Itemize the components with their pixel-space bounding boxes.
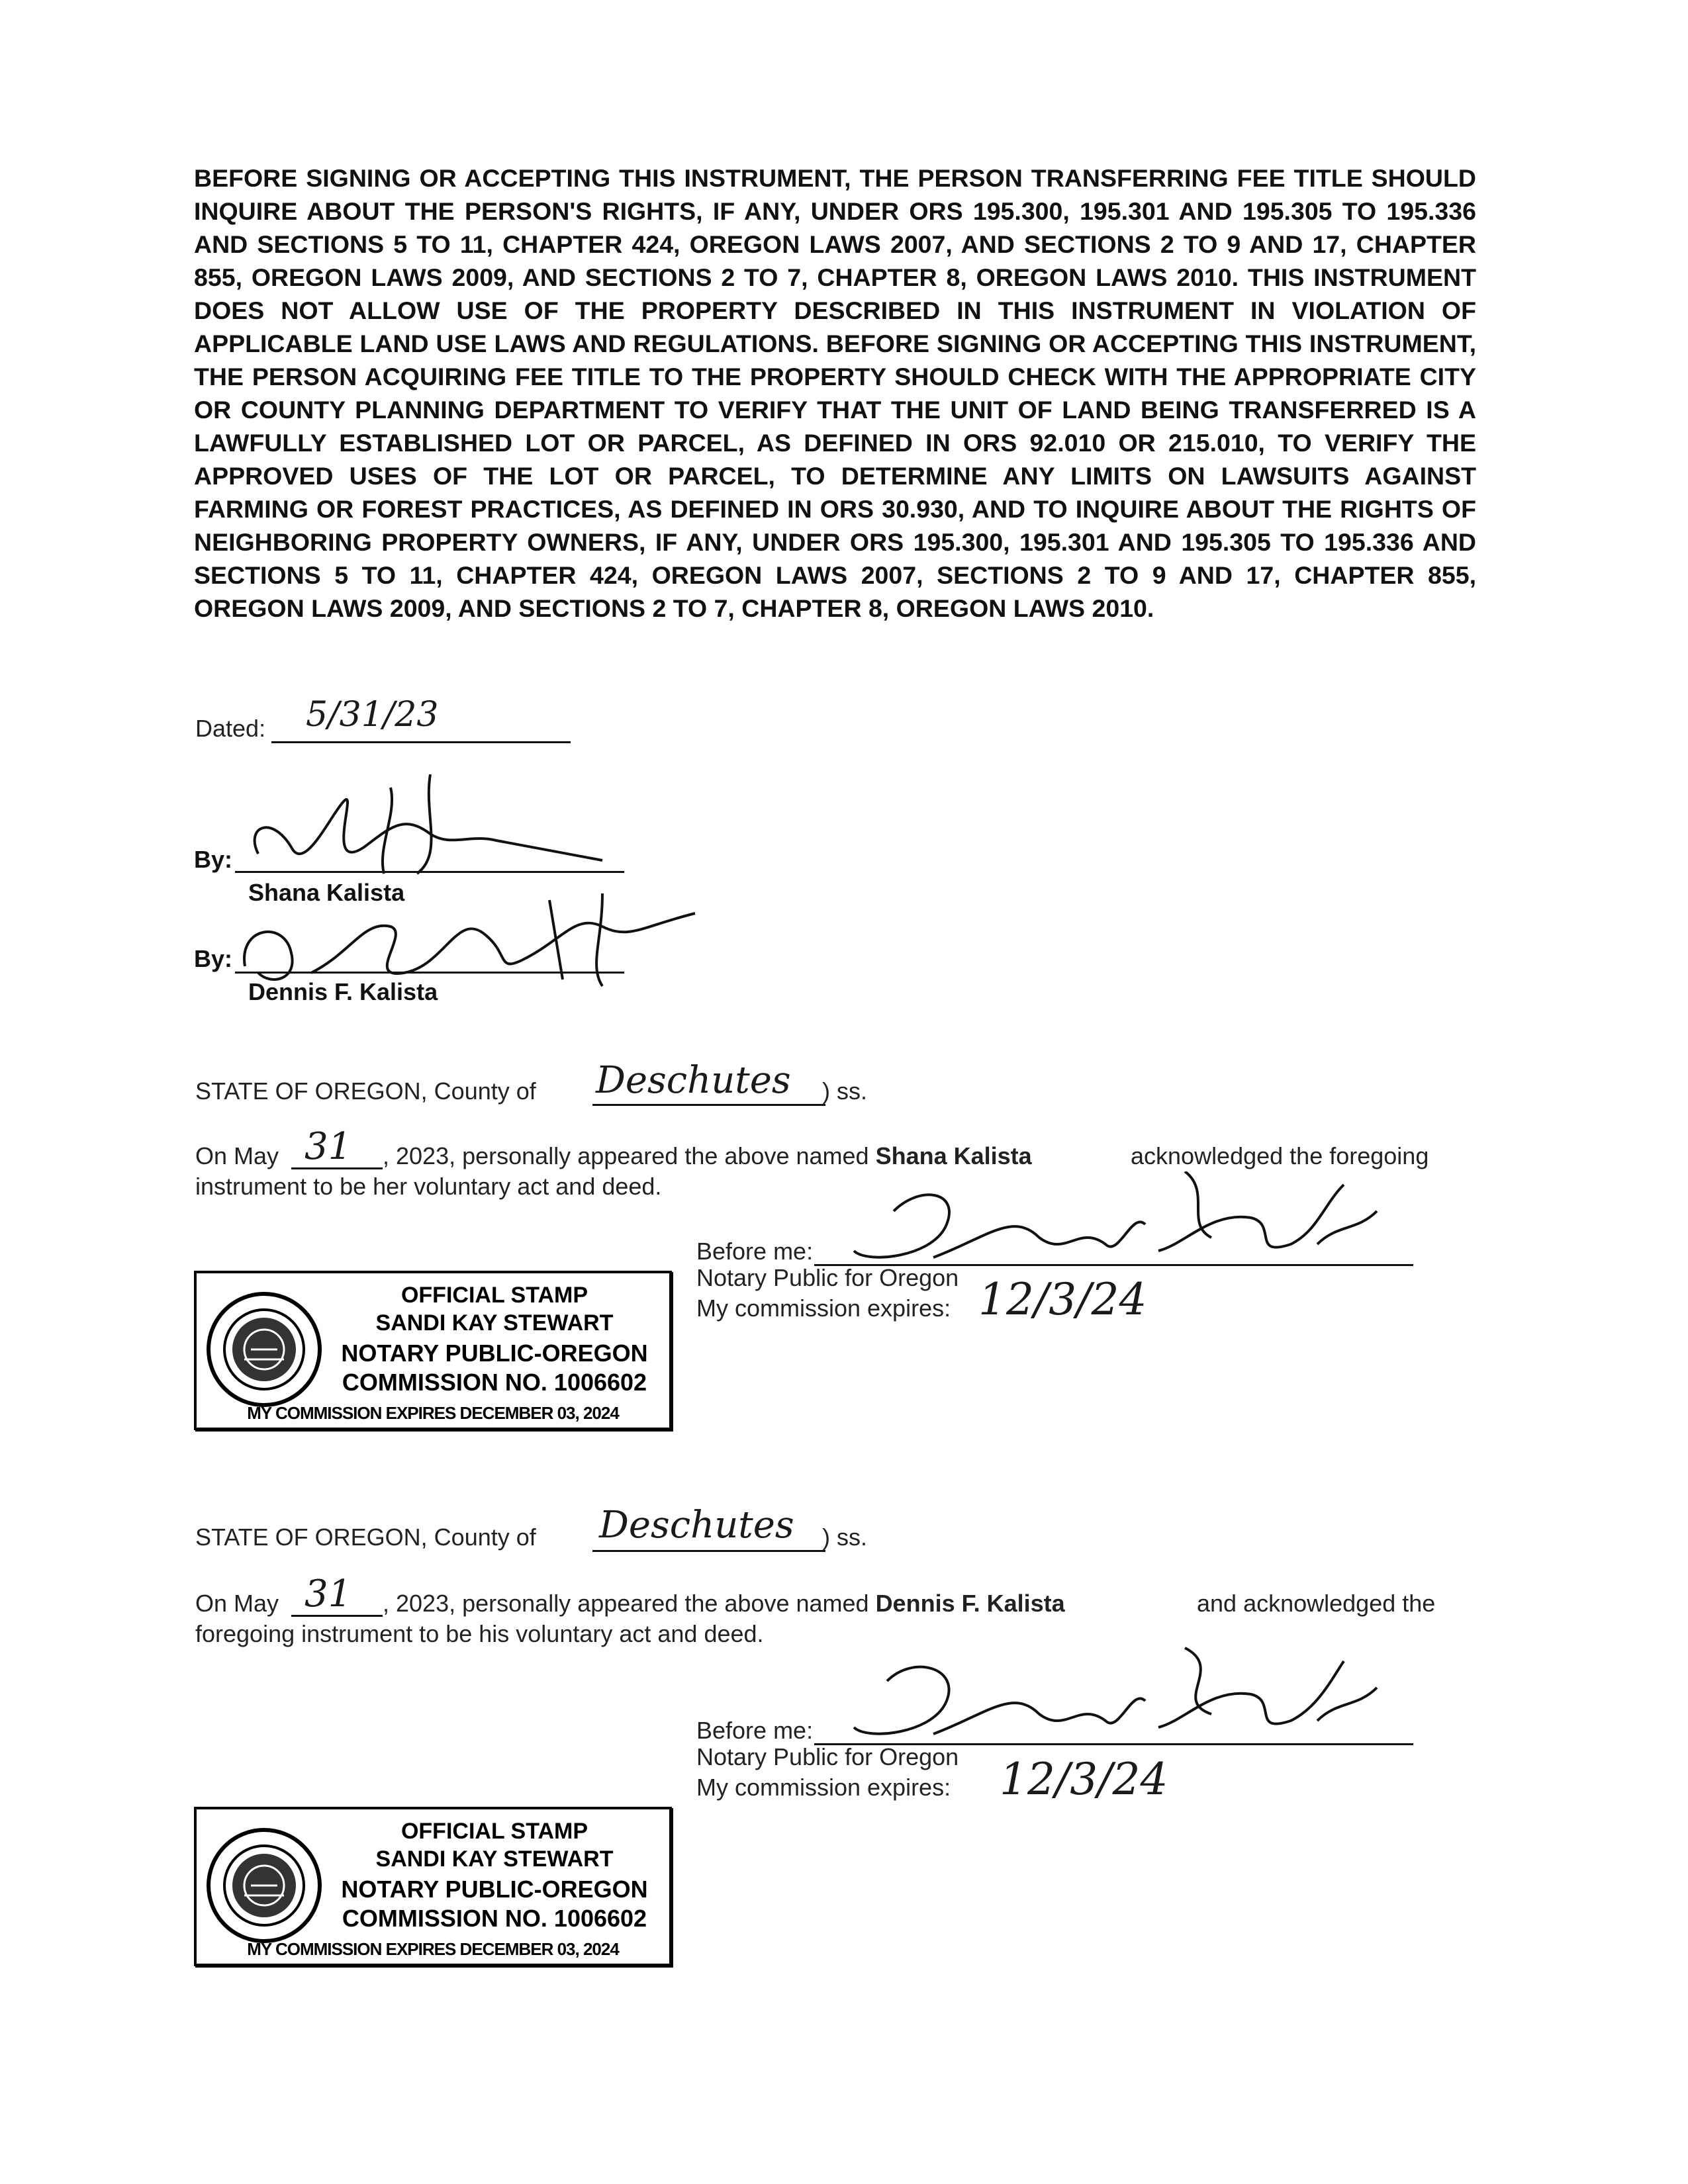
signer-1-name: Shana Kalista (248, 879, 405, 906)
ack-1-state (195, 1077, 536, 1105)
ack-1-on: On May (195, 1142, 279, 1169)
ack-2-expires-value: 12/3/24 (1000, 1754, 1168, 1805)
stamp-2-expires: MY COMMISSION EXPIRES DECEMBER 03, 2024 (247, 1939, 619, 1959)
ack-1-expires-value: 12/3/24 (978, 1274, 1147, 1325)
ack-2-county: Deschutes (599, 1504, 794, 1547)
ack-1-notary-label: Notary Public for Oregon (696, 1264, 959, 1291)
dated-value: 5/31/23 (306, 695, 439, 735)
signer-2-signature (232, 887, 735, 993)
signer-2-by-label: By: (194, 945, 233, 972)
ack-2-year-text: , 2023, personally appeared the above named (383, 1590, 869, 1617)
notary-stamp-2 (194, 1807, 672, 1966)
oregon-seal-icon (205, 1287, 324, 1412)
ack-1-notary-signature (814, 1171, 1383, 1277)
ack-1-state-prefix: STATE OF OREGON, County of (195, 1077, 536, 1105)
ack-2-before-label: Before me: (696, 1717, 814, 1744)
stamp-2-role: NOTARY PUBLIC-OREGON (341, 1876, 648, 1903)
ack-2-expires-label: My commission expires: (696, 1774, 951, 1801)
ack-1-year-text: , 2023, personally appeared the above named (383, 1142, 869, 1169)
dated-line (271, 741, 571, 743)
notary-stamp-1 (194, 1271, 672, 1430)
ack-2-county-line (592, 1550, 825, 1552)
ack-1-text-after-1: acknowledged the foregoing (1131, 1142, 1429, 1169)
ack-2-notary-signature (814, 1641, 1383, 1754)
ack-1-county-line (592, 1104, 825, 1106)
oregon-seal-icon (205, 1823, 324, 1948)
ack-1-county: Deschutes (596, 1059, 791, 1102)
stamp-1-commission: COMMISSION NO. 1006602 (342, 1369, 647, 1396)
stamp-2-name: SANDI KAY STEWART (375, 1846, 614, 1872)
signer-1-signature (232, 774, 642, 880)
ack-1-person: Shana Kalista (875, 1142, 1032, 1169)
ack-1-day: 31 (305, 1125, 352, 1168)
ack-2-notary-label: Notary Public for Oregon (696, 1743, 959, 1770)
ack-2-on: On May (195, 1590, 279, 1617)
ack-2-day: 31 (305, 1572, 352, 1615)
ack-1-expires-label: My commission expires: (696, 1295, 951, 1322)
ack-2-text-after-2: foregoing instrument to be his voluntary act and deed. (195, 1620, 764, 1647)
stamp-1-title: OFFICIAL STAMP (400, 1283, 588, 1308)
signer-2-name: Dennis F. Kalista (248, 978, 438, 1005)
stamp-1-name: SANDI KAY STEWART (375, 1310, 614, 1336)
ack-2-state-prefix: STATE OF OREGON, County of (195, 1524, 536, 1551)
ack-2-person: Dennis F. Kalista (875, 1590, 1065, 1617)
stamp-1-role: NOTARY PUBLIC-OREGON (341, 1340, 648, 1367)
ack-2-state (195, 1524, 536, 1551)
signer-1-by-label: By: (194, 846, 233, 873)
stamp-2-commission: COMMISSION NO. 1006602 (342, 1905, 647, 1932)
ack-2-text-after-1: and acknowledged the (1197, 1590, 1436, 1617)
ack-2-ss: ) ss. (822, 1524, 867, 1551)
ack-1-before-label: Before me: (696, 1238, 814, 1265)
ack-1-ss: ) ss. (822, 1077, 867, 1105)
stamp-1-expires: MY COMMISSION EXPIRES DECEMBER 03, 2024 (247, 1403, 619, 1423)
dated-label: Dated: (195, 715, 266, 742)
ack-1-text-after-2: instrument to be her voluntary act and deed. (195, 1173, 662, 1200)
disclaimer-paragraph: BEFORE SIGNING OR ACCEPTING THIS INSTRUMENT, THE PERSON TRANSFERRING FEE TITLE SHOULD INQUIRE ABOUT THE PERSON'S RIGHTS, IF ANY, UNDER ORS 195.300, 195.301 AND 195.305 TO 195.336 AND SECTIONS 5 TO 11, CHAPTER 424, OREGON LAWS 2007, AND SECTIONS 2 TO 9 AND 17, CHAPTER 855, OREGON LAWS 2009, AND SECTIONS 2 TO 7, CHAPTER 8, OREGON LAWS 2010. THIS INSTRUMENT DOES NOT ALLOW USE OF THE PROPERTY DESCRIBED IN THIS INSTRUMENT IN VIOLATION OF APPLICABLE LAND USE LAWS AND REGULATIONS. BEFORE SIGNING OR ACCEPTING THIS INSTRUMENT, THE PERSON ACQUIRING FEE TITLE TO THE PROPERTY SHOULD CHECK WITH THE APPROPRIATE CITY OR COUNTY PLANNING DEPARTMENT TO VERIFY THAT THE UNIT OF LAND BEING TRANSFERRED IS A LAWFULLY ESTABLISHED LOT OR PARCEL, AS DEFINED IN ORS 92.010 OR 215.010, TO VERIFY THE APPROVED USES OF THE LOT OR PARCEL, TO DETERMINE ANY LIMITS ON LAWSUITS AGAINST FARMING OR FOREST PRACTICES, AS DEFINED IN ORS 30.930, AND TO INQUIRE ABOUT THE RIGHTS OF NEIGHBORING PROPERTY OWNERS, IF ANY, UNDER ORS 195.300, 195.301 AND 195.305 TO 195.336 AND SECTIONS 5 TO 11, CHAPTER 424, OREGON LAWS 2007, SECTIONS 2 TO 9 AND 17, CHAPTER 855, OREGON LAWS 2009, AND SECTIONS 2 TO 7, CHAPTER 8, OREGON LAWS 2010. (194, 164, 1476, 622)
stamp-2-title: OFFICIAL STAMP (400, 1819, 588, 1844)
